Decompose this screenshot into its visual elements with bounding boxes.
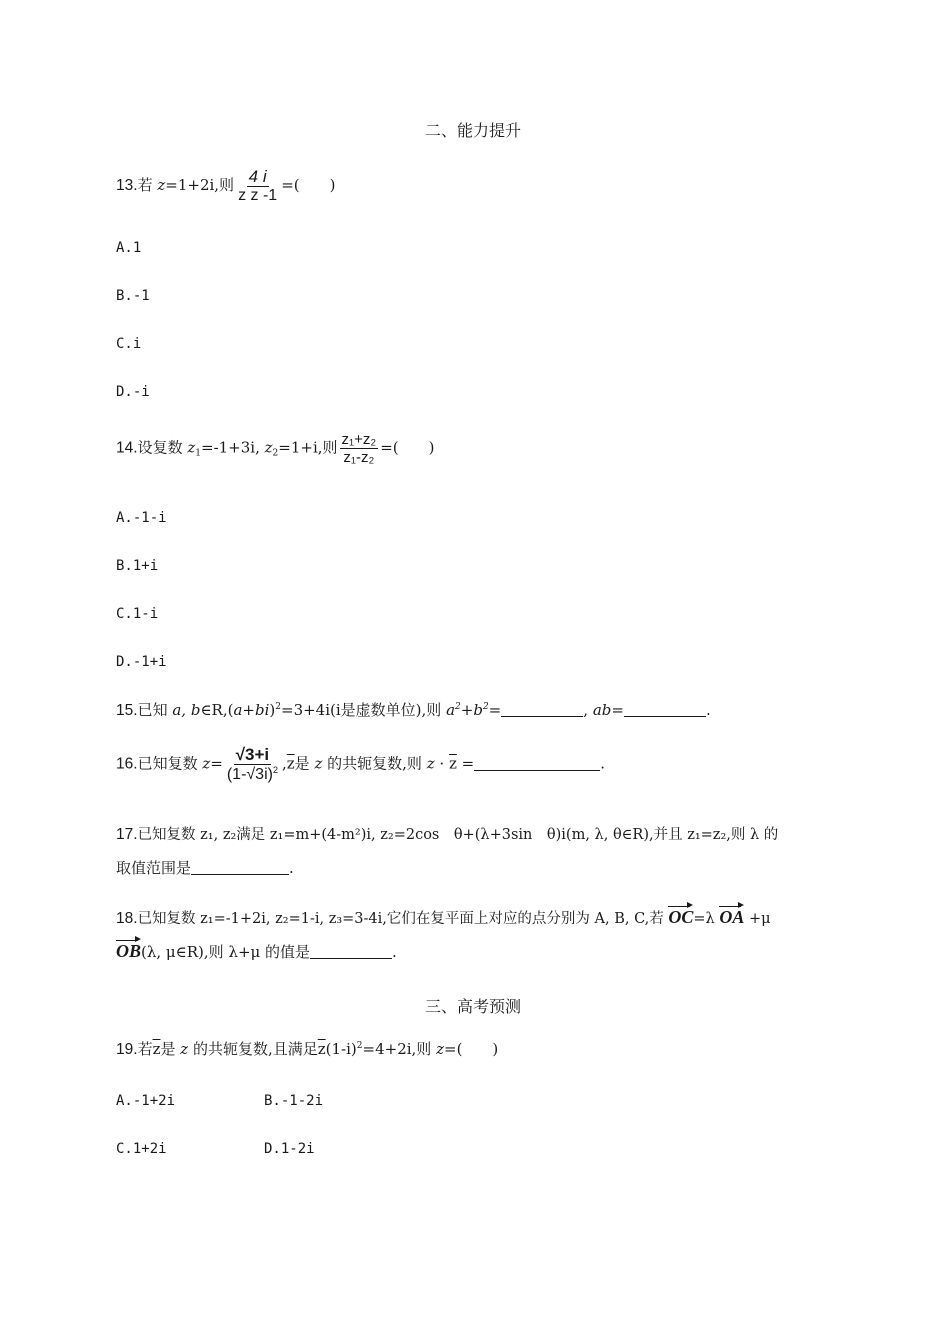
question-text: 若	[137, 1040, 153, 1058]
subscript: 1	[195, 448, 201, 459]
question-text: (λ, μ∈R),则 λ+μ 的值是	[141, 943, 311, 961]
vector-ob: OB	[116, 941, 142, 961]
vars-ab: a, b	[172, 701, 201, 719]
answer-blank-2[interactable]	[624, 702, 706, 717]
var-z2: z	[264, 438, 273, 457]
question-number: 13.	[116, 177, 138, 194]
question-number: 16.	[116, 755, 138, 773]
option-c: C.1+2i	[116, 1141, 167, 1157]
fraction-denominator: -1	[262, 187, 278, 204]
section-heading-ability: 二、能力提升	[425, 121, 522, 140]
question-text: =4+2i,则	[362, 1040, 432, 1058]
question-text: ,	[281, 754, 287, 773]
question-text: ∈R,(	[200, 701, 234, 719]
conjugate-z: $\overline{z}$	[317, 1040, 326, 1058]
question-14	[116, 432, 434, 465]
var-ab: ab	[592, 701, 612, 719]
question-text: (1-i)	[325, 1040, 357, 1058]
answer-blank[interactable]	[191, 860, 289, 875]
conjugate-z: $\overline{z}$	[152, 1040, 161, 1058]
fraction-denominator: (1-√3i)	[226, 766, 273, 783]
question-text: )	[269, 701, 276, 719]
question-text: .	[392, 943, 397, 961]
var-z: z	[426, 754, 435, 773]
question-text: 取值范围是	[116, 859, 192, 877]
option-c: C.i	[116, 336, 142, 352]
answer-paren: =( )	[444, 1040, 499, 1058]
question-text: =λ	[693, 911, 715, 927]
option-a: A.1	[116, 240, 142, 256]
option-c: C.1-i	[116, 606, 159, 622]
superscript: 2	[275, 702, 281, 712]
question-17	[116, 827, 778, 843]
question-text: 设复数	[137, 438, 183, 457]
question-text: 的共轭复数,且满足	[192, 1040, 318, 1058]
fraction-numerator: 4 i	[248, 167, 267, 186]
superscript: 2	[272, 765, 278, 775]
var-z: z	[436, 1040, 444, 1058]
question-16	[116, 746, 605, 783]
question-19	[116, 1042, 498, 1058]
question-text: 已知复数 z₁, z₂满足 z₁=m+(4-m²)i, z₂=2cos θ+(λ+3sin θ)i(m, λ, θ∈R),并且 z₁=z₂,则 λ 的	[137, 827, 779, 843]
question-text: =	[488, 701, 502, 719]
vector-oa: OA	[719, 907, 745, 927]
var-a: a	[446, 701, 456, 719]
fraction	[225, 746, 280, 783]
question-text: =-1+3i,	[201, 438, 260, 457]
option-d: D.-i	[116, 384, 150, 400]
question-text: ·	[439, 754, 445, 773]
answer-paren: =( )	[281, 176, 336, 194]
question-number: 18.	[116, 910, 138, 927]
expr-a2-b2: $a^2+b^2$	[446, 701, 489, 719]
fraction-numerator: z₁+z₂	[341, 431, 377, 448]
question-number: 19.	[116, 1041, 138, 1058]
question-text: 已知	[137, 701, 168, 719]
conjugate-z: $\overline{z}$	[448, 754, 457, 773]
question-text: ,	[583, 701, 589, 719]
question-text: =	[611, 701, 624, 719]
expr-a-bi: a+bi	[233, 701, 270, 719]
question-text: 已知复数 z₁=-1+2i, z₂=1-i, z₃=3-4i,它们在复平面上对应的点分别为 A, B, C,若	[137, 911, 664, 927]
question-text: =	[461, 754, 475, 773]
question-text: +μ	[748, 911, 771, 927]
option-d: D.1-2i	[264, 1141, 315, 1157]
question-text: =1+i,则	[278, 438, 338, 457]
question-text: =	[210, 754, 223, 773]
fraction-denominator: z₁-z₂	[343, 449, 375, 466]
conjugate-z: $\overline{z}$	[250, 187, 259, 204]
var-z: z	[180, 1040, 189, 1058]
question-15	[116, 702, 711, 719]
section-heading-prediction: 三、高考预测	[425, 997, 522, 1016]
answer-paren: =( )	[380, 438, 435, 457]
answer-blank[interactable]	[310, 944, 392, 959]
fraction	[236, 168, 279, 204]
var-z: z	[314, 754, 323, 773]
question-text: .	[705, 701, 711, 719]
superscript: 2	[356, 1041, 363, 1051]
answer-blank-1[interactable]	[501, 702, 583, 717]
answer-blank[interactable]	[474, 756, 600, 771]
var-z: z	[157, 176, 166, 194]
question-text: 已知复数	[137, 754, 198, 773]
fraction-numerator: √3+i	[235, 745, 270, 764]
question-18	[116, 908, 771, 927]
question-text: =1+2i,则	[165, 176, 235, 194]
option-b: B.-1	[116, 288, 150, 304]
question-text: .	[289, 859, 294, 877]
conjugate-z: $\overline{z}$	[286, 754, 295, 773]
question-number: 14.	[116, 439, 138, 457]
vector-oc: OC	[668, 907, 694, 927]
question-text: =3+4i(i是虚数单位),则	[281, 701, 442, 719]
question-text: 若	[137, 176, 153, 194]
question-text: .	[600, 754, 606, 773]
subscript: 2	[272, 448, 279, 459]
var-z: z	[202, 754, 211, 773]
option-d: D.-1+i	[116, 654, 167, 670]
question-18-line2	[116, 942, 397, 960]
var-z1: z	[187, 438, 196, 457]
option-a: A.-1-i	[116, 510, 167, 526]
question-number: 15.	[116, 702, 138, 719]
option-b: B.-1-2i	[264, 1093, 324, 1109]
question-text: 是	[294, 754, 310, 773]
option-a: A.-1+2i	[116, 1093, 176, 1109]
question-text: 的共轭复数,则	[327, 754, 422, 773]
question-17-line2	[116, 860, 294, 876]
question-text: 是	[160, 1040, 176, 1058]
option-b: B.1+i	[116, 558, 159, 574]
fraction	[340, 432, 379, 465]
question-13	[116, 168, 335, 204]
fraction-denominator: z	[238, 187, 247, 204]
question-number: 17.	[116, 826, 138, 843]
